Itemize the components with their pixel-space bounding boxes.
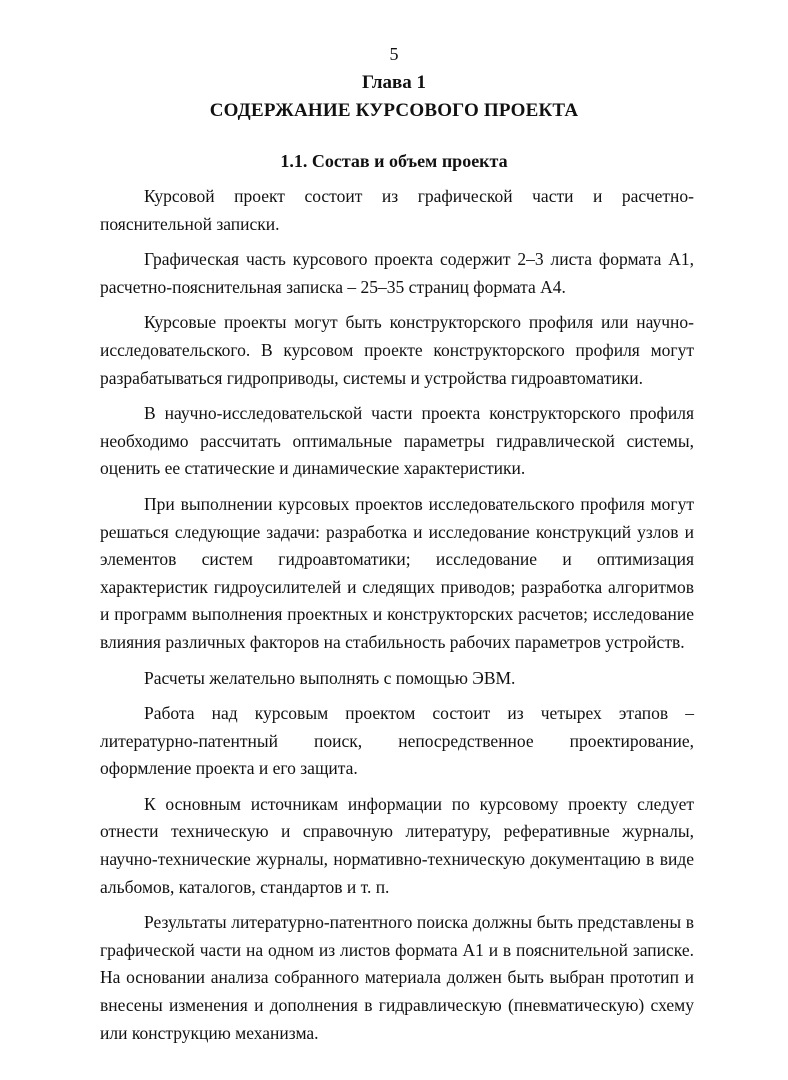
paragraph: Курсовой проект состоит из графической части и расчетно-пояснительной записки. <box>100 186 694 234</box>
paragraph: К основным источникам информации по курсовому проекту следует отнести техническую и справочную литературу, реферативные журналы, научно-технические журналы, нормативно-техническую документацию в виде альбомов, каталогов, стандартов и т. п. <box>100 793 694 897</box>
paragraph: Расчеты желательно выполнять с помощью ЭВМ. <box>144 667 516 688</box>
chapter-title: СОДЕРЖАНИЕ КУРСОВОГО ПРОЕКТА <box>209 100 579 121</box>
paragraph: Курсовые проекты могут быть конструкторского профиля или научно-исследовательского. В курсовом проекте конструкторского профиля могут разрабатываться гидроприводы, системы и устройства гидроавтоматики. <box>100 312 694 388</box>
paragraph: Графическая часть курсового проекта содержит 2–3 листа формата А1, расчетно-пояснительная записка – 25–35 страниц формата А4. <box>100 249 694 297</box>
body-text <box>100 183 694 1055</box>
paragraph: Работа над курсовым проектом состоит из четырех этапов – литературно-патентный поиск, непосредственное проектирование, оформление проекта и его защита. <box>100 703 694 779</box>
section-heading: 1.1. Состав и объем проекта <box>280 151 508 171</box>
paragraph: При выполнении курсовых проектов исследовательского профиля могут решаться следующие задачи: разработка и исследование конструкций узлов и элементов систем гидроавтоматики; исследование и оптимизация характеристик гидроусилителей и следящих приводов; разработка алгоритмов и программ выполнения проектных и конструкторских расчетов; исследование влияния различных факторов на стабильность рабочих параметров устройств. <box>100 493 694 652</box>
page-number: 5 <box>389 44 399 64</box>
paragraph: В научно-исследовательской части проекта конструкторского профиля необходимо рассчитать оптимальные параметры гидравлической системы, оценить ее статические и динамические характеристики. <box>100 403 694 479</box>
paragraph: Результаты литературно-патентного поиска должны быть представлены в графической части на одном из листов формата А1 и в пояснительной записке. На основании анализа собранного материала должен быть выбран прототип и внесены изменения и дополнения в гидравлическую (пневматическую) схему или конструкцию механизма. <box>100 912 694 1043</box>
chapter-heading: Глава 1 <box>361 72 427 93</box>
